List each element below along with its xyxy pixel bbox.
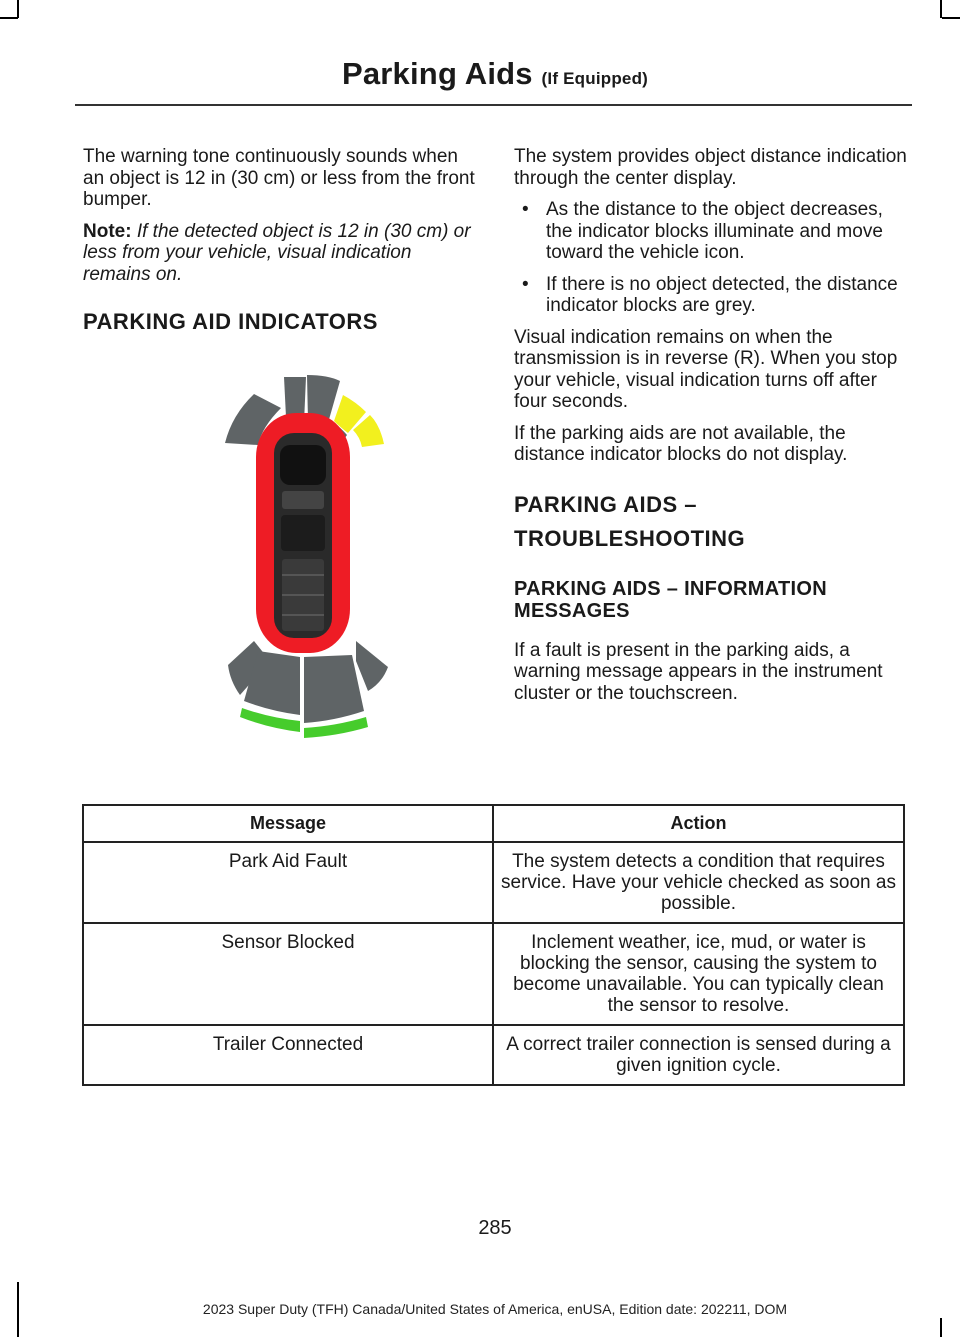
- table-row: [83, 842, 904, 923]
- message-cell: Park Aid Fault: [83, 842, 493, 923]
- information-messages-heading: PARKING AIDS – INFORMATION MESSAGES: [514, 577, 827, 622]
- troubleshooting-heading-line2: TROUBLESHOOTING: [514, 525, 746, 551]
- vehicle-roof: [281, 515, 325, 551]
- left-column: [83, 146, 478, 335]
- action-cell: Inclement weather, ice, mud, or water is blocking the sensor, causing the system to become unavailable. You can typically clean the sensor to resolve.: [493, 923, 904, 1025]
- crop-mark: [940, 1318, 942, 1337]
- note-text: If the detected object is 12 in (30 cm) or less from your vehicle, visual indication remains on.: [83, 220, 471, 285]
- not-available-paragraph: If the parking aids are not available, the distance indicator blocks do not display.: [514, 422, 848, 465]
- fault-paragraph: If a fault is present in the parking aids, a warning message appears in the instrument cluster or the touchscreen.: [514, 639, 883, 704]
- table-header-action: Action: [493, 805, 904, 842]
- message-cell: Sensor Blocked: [83, 923, 493, 1025]
- rear-right-outer-block: [356, 641, 388, 691]
- list-item: • If there is no object detected, the distance indicator blocks are grey.: [514, 274, 909, 317]
- action-cell: The system detects a condition that requires service. Have your vehicle checked as soon as possible.: [493, 842, 904, 923]
- footer-text: 2023 Super Duty (TFH) Canada/United States of America, enUSA, Edition date: 202211, DOM: [202, 1301, 788, 1317]
- vehicle-windshield: [282, 491, 324, 509]
- table-header-row: [83, 805, 904, 842]
- right-column: [514, 146, 909, 714]
- table-row: [83, 923, 904, 1025]
- crop-mark: [942, 17, 960, 19]
- crop-mark: [0, 17, 18, 19]
- table-header-message: Message: [83, 805, 493, 842]
- page-title: [0, 56, 960, 92]
- troubleshooting-heading-line1: PARKING AIDS –: [514, 491, 698, 517]
- page-title-main: Parking Aids: [341, 56, 533, 91]
- page-number: 285: [478, 1217, 512, 1239]
- rear-center-block: [304, 655, 364, 723]
- vehicle-hood: [280, 445, 326, 485]
- crop-mark: [940, 0, 942, 18]
- reverse-paragraph: Visual indication remains on when the transmission is in reverse (R). When you stop your vehicle, visual indication turns off after four seconds.: [514, 326, 898, 412]
- table-row: [83, 1025, 904, 1085]
- indicator-bullet-list: [514, 199, 909, 317]
- action-cell: A correct trailer connection is sensed during a given ignition cycle.: [493, 1025, 904, 1085]
- page-title-subtitle: (If Equipped): [541, 69, 649, 88]
- crop-mark: [17, 0, 19, 18]
- note-label: Note:: [83, 220, 132, 242]
- parking-aid-indicators-heading: PARKING AID INDICATORS: [83, 309, 378, 334]
- parking-aid-indicator-illustration: [210, 365, 410, 755]
- list-item: • As the distance to the object decreases, the indicator blocks illuminate and move toward the vehicle icon.: [514, 199, 909, 264]
- system-intro-paragraph: The system provides object distance indication through the center display.: [514, 146, 907, 189]
- messages-table: [82, 804, 905, 1086]
- message-cell: Trailer Connected: [83, 1025, 493, 1085]
- parking-aid-indicator-figure: [210, 365, 410, 755]
- warning-tone-paragraph: The warning tone continuously sounds when an object is 12 in (30 cm) or less from the front bumper.: [83, 146, 475, 210]
- header-divider: [75, 104, 912, 106]
- note-paragraph: [83, 221, 478, 286]
